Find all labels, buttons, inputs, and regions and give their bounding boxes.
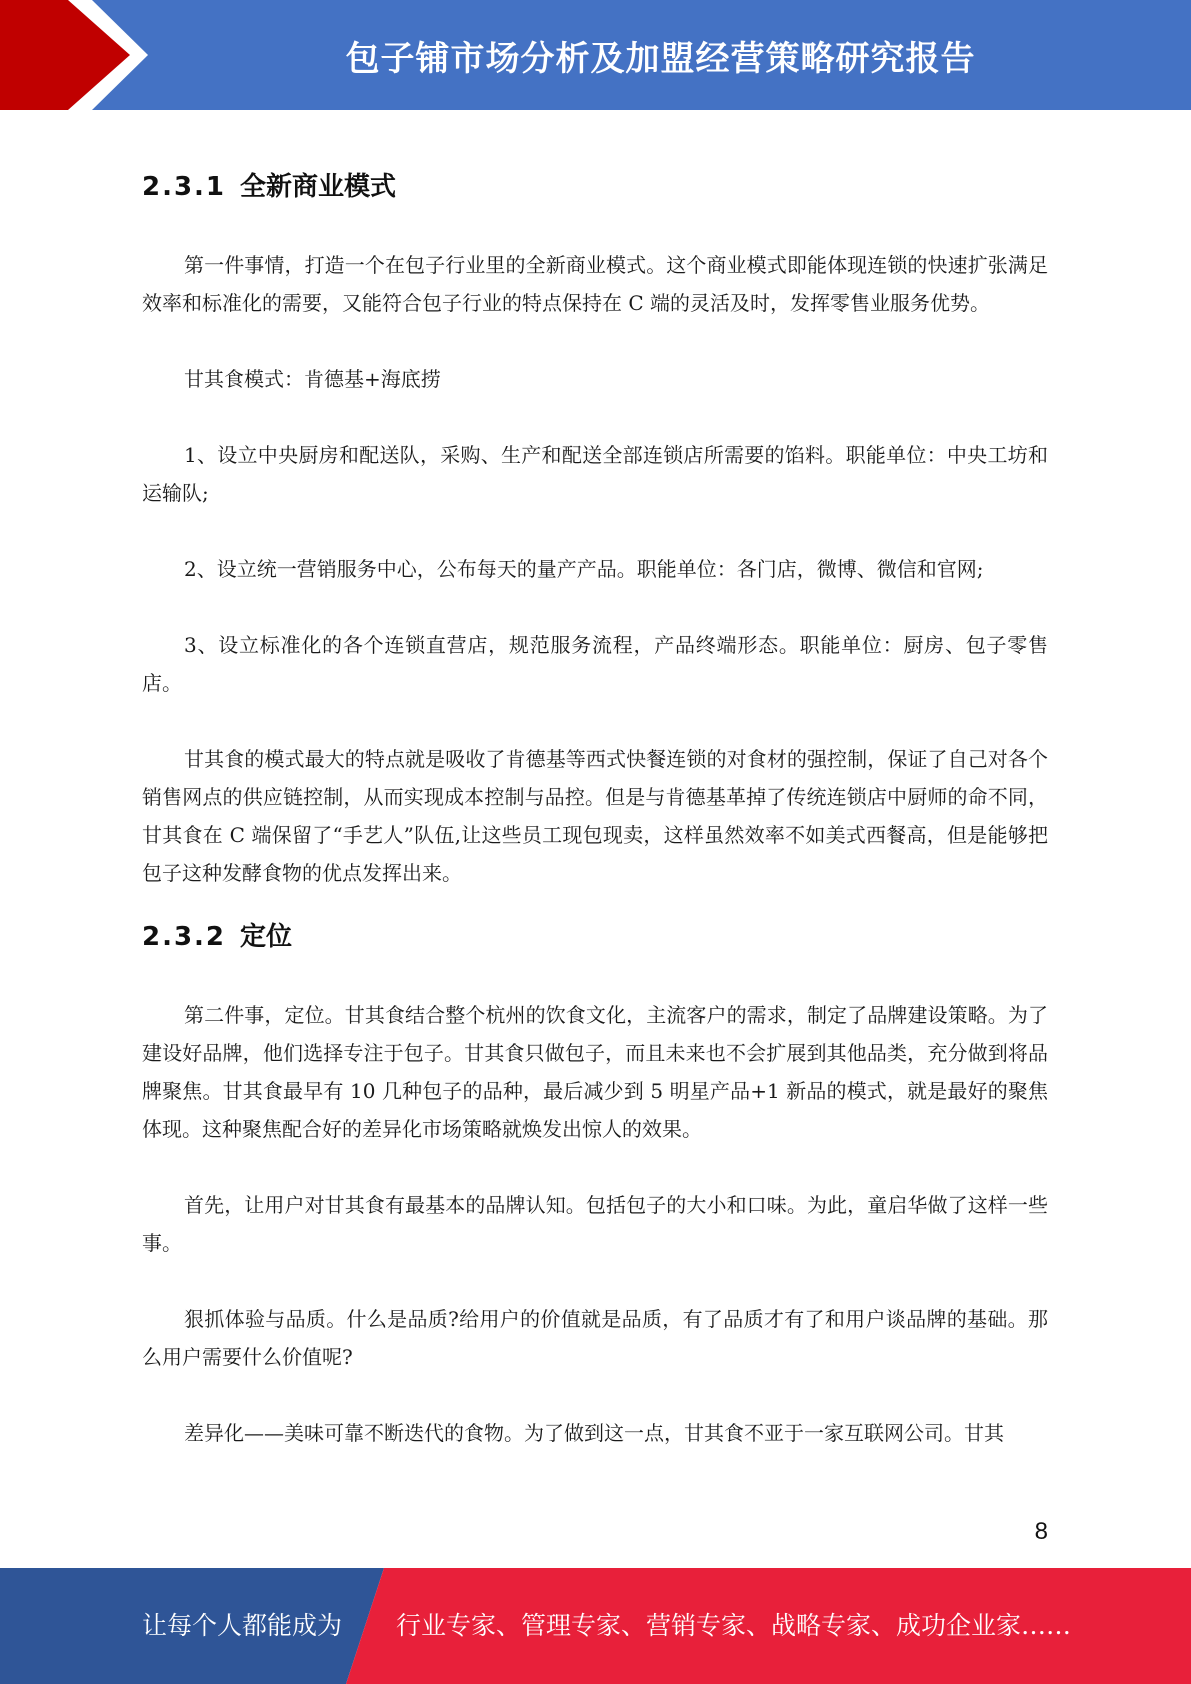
paragraph: 狠抓体验与品质。什么是品质?给用户的价值就是品质，有了品质才有了和用户谈品牌的基础。那么用户需要什么价值呢?: [142, 1307, 1048, 1369]
section-title: 全新商业模式: [240, 172, 397, 202]
list-item: 3、设立标准化的各个连锁直营店，规范服务流程，产品终端形态。职能单位：厨房、包子零售店。: [142, 633, 1048, 695]
page-number: 8: [1034, 1518, 1048, 1545]
paragraph: 第一件事情，打造一个在包子行业里的全新商业模式。这个商业模式即能体现连锁的快速扩张满足效率和标准化的需要，又能符合包子行业的特点保持在 C 端的灵活及时，发挥零售业服务优势。: [142, 253, 1048, 315]
section-number: 2.3.2: [142, 922, 227, 952]
list-item: 2、设立统一营销服务中心，公布每天的量产产品。职能单位：各门店，微博、微信和官网;: [184, 557, 984, 581]
header-arrow-decoration: [0, 0, 160, 110]
document-title: 包子铺市场分析及加盟经营策略研究报告: [345, 38, 976, 79]
paragraph: 甘其食的模式最大的特点就是吸收了肯德基等西式快餐连锁的对食材的强控制，保证了自己对各个销售网点的供应链控制，从而实现成本控制与品控。但是与肯德基革掉了传统连锁店中厨师的命不同，甘其食在 C 端保留了“手艺人”队伍,让这些员工现包现卖，这样虽然效率不如美式西餐高，但是能够把包子这种发酵食物的优点发挥出来。: [142, 747, 1048, 885]
section-heading-2-3-1: [142, 160, 1048, 214]
footer-band: [0, 1568, 1191, 1684]
paragraph: 第二件事，定位。甘其食结合整个杭州的饮食文化，主流客户的需求，制定了品牌建设策略。为了建设好品牌，他们选择专注于包子。甘其食只做包子，而且未来也不会扩展到其他品类，充分做到将品牌聚焦。甘其食最早有 10 几种包子的品种，最后减少到 5 明星产品+1 新品的模式，就是最好的聚焦体现。这种聚焦配合好的差异化市场策略就焕发出惊人的效果。: [142, 1003, 1048, 1141]
header-band: [0, 0, 1191, 110]
section-number: 2.3.1: [142, 172, 227, 202]
footer-slogan-right: 行业专家、管理专家、营销专家、战略专家、成功企业家……: [396, 1611, 1072, 1640]
paragraph: 差异化——美味可靠不断迭代的食物。为了做到这一点，甘其食不亚于一家互联网公司。甘其: [184, 1421, 1004, 1445]
section-title: 定位: [240, 922, 293, 952]
footer-slogan-left: 让每个人都能成为: [142, 1611, 343, 1640]
section-heading-2-3-2: [142, 910, 1048, 964]
page-content: [142, 160, 1048, 1452]
paragraph: 甘其食模式：肯德基+海底捞: [184, 367, 441, 391]
paragraph: 首先，让用户对甘其食有最基本的品牌认知。包括包子的大小和口味。为此，童启华做了这样一些事。: [142, 1193, 1048, 1255]
list-item: 1、设立中央厨房和配送队，采购、生产和配送全部连锁店所需要的馅料。职能单位：中央工坊和运输队;: [142, 443, 1048, 505]
